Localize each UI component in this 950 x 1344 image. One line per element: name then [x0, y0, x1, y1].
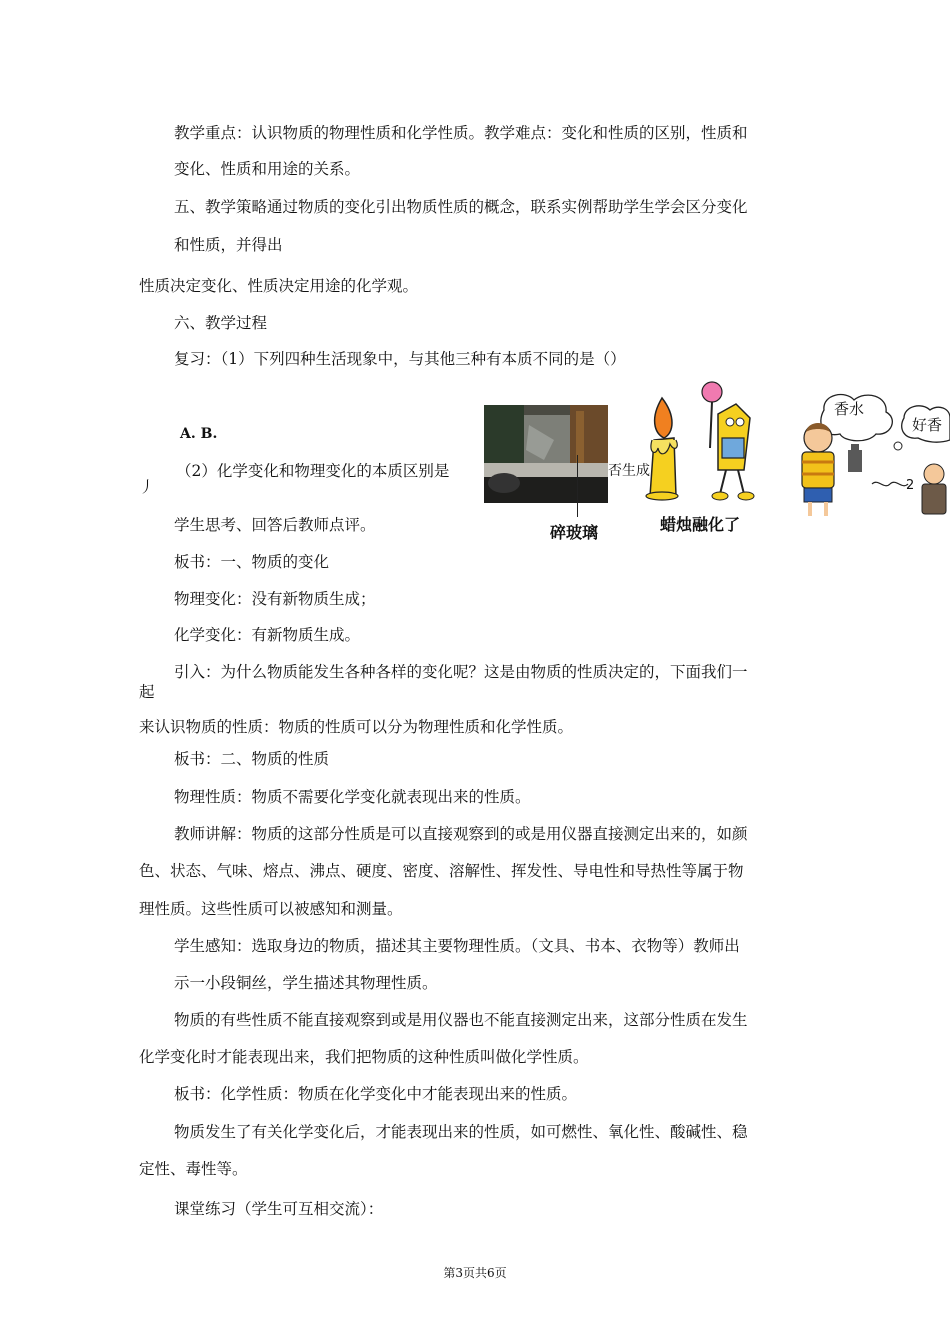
text-line: 物理变化：没有新物质生成； — [174, 590, 376, 608]
board-heading: 板书：化学性质：物质在化学变化中才能表现出来的性质。 — [174, 1085, 578, 1103]
text-line: 化学变化时才能表现出来，我们把物质的这种性质叫做化学性质。 — [139, 1048, 589, 1066]
caption-pointer-line — [577, 455, 578, 517]
text-line: 学生感知：选取身边的物质，描述其主要物理性质。（文具、书本、衣物等）教师出 — [174, 937, 740, 955]
scent-mark-label: 2 — [906, 478, 915, 493]
answer-options: A. B. — [180, 426, 218, 442]
text-line: 复习：（1）下列四种生活现象中，与其他三种有本质不同的是（） — [174, 350, 626, 368]
perfume-scene-illustration — [788, 388, 950, 523]
text-line: 化学变化：有新物质生成。 — [174, 626, 361, 644]
candle-illustration — [640, 378, 766, 503]
glass-caption: 碎玻璃 — [550, 523, 599, 542]
text-line: 引入：为什么物质能发生各种各样的变化呢？这是由物质的性质决定的，下面我们一 — [174, 663, 748, 681]
text-line: 定性、毒性等。 — [139, 1160, 248, 1178]
thought-bubble-label: 好香 — [912, 416, 943, 434]
page-footer: 第3页共6页 — [443, 1266, 507, 1280]
section-heading: 六、教学过程 — [174, 314, 268, 332]
text-line: （2）化学变化和物理变化的本质区别是 — [176, 462, 450, 480]
board-heading: 板书：二、物质的性质 — [174, 750, 330, 768]
text-line: 性质决定变化、性质决定用途的化学观。 — [139, 277, 419, 295]
text-line: 课堂练习（学生可互相交流）： — [174, 1200, 384, 1218]
text-line-left-mark: 丿 — [139, 478, 155, 496]
text-line: 起 — [139, 683, 155, 701]
broken-glass-photo — [484, 405, 608, 503]
text-line: 物质的有些性质不能直接观察到或是用仪器也不能直接测定出来，这部分性质在发生 — [174, 1011, 748, 1029]
text-line: 来认识物质的性质：物质的性质可以分为物理性质和化学性质。 — [139, 718, 574, 736]
text-line: 物理性质：物质不需要化学变化就表现出来的性质。 — [174, 788, 531, 806]
text-line: 示一小段铜丝，学生描述其物理性质。 — [174, 974, 438, 992]
text-line-tail: 否生成 — [608, 463, 650, 479]
text-line: 学生思考、回答后教师点评。 — [174, 516, 376, 534]
text-line: 教师讲解：物质的这部分性质是可以直接观察到的或是用仪器直接测定出来的，如颜 — [174, 825, 748, 843]
thought-bubble-label: 香水 — [834, 400, 865, 418]
text-line: 变化、性质和用途的关系。 — [174, 160, 361, 178]
text-line: 色、状态、气味、熔点、沸点、硬度、密度、溶解性、挥发性、导电性和导热性等属于物 — [139, 862, 744, 880]
text-line: 和性质，并得出 — [174, 236, 283, 254]
text-line: 物质发生了有关化学变化后，才能表现出来的性质，如可燃性、氧化性、酸碱性、稳 — [174, 1123, 748, 1141]
text-line: 五、教学策略通过物质的变化引出物质性质的概念，联系实例帮助学生学会区分变化 — [174, 198, 748, 216]
board-heading: 板书：一、物质的变化 — [174, 553, 330, 571]
candle-caption: 蜡烛融化了 — [660, 515, 741, 534]
text-line: 理性质。这些性质可以被感知和测量。 — [139, 900, 403, 918]
text-line: 教学重点：认识物质的物理性质和化学性质。教学难点：变化和性质的区别，性质和 — [174, 124, 748, 142]
